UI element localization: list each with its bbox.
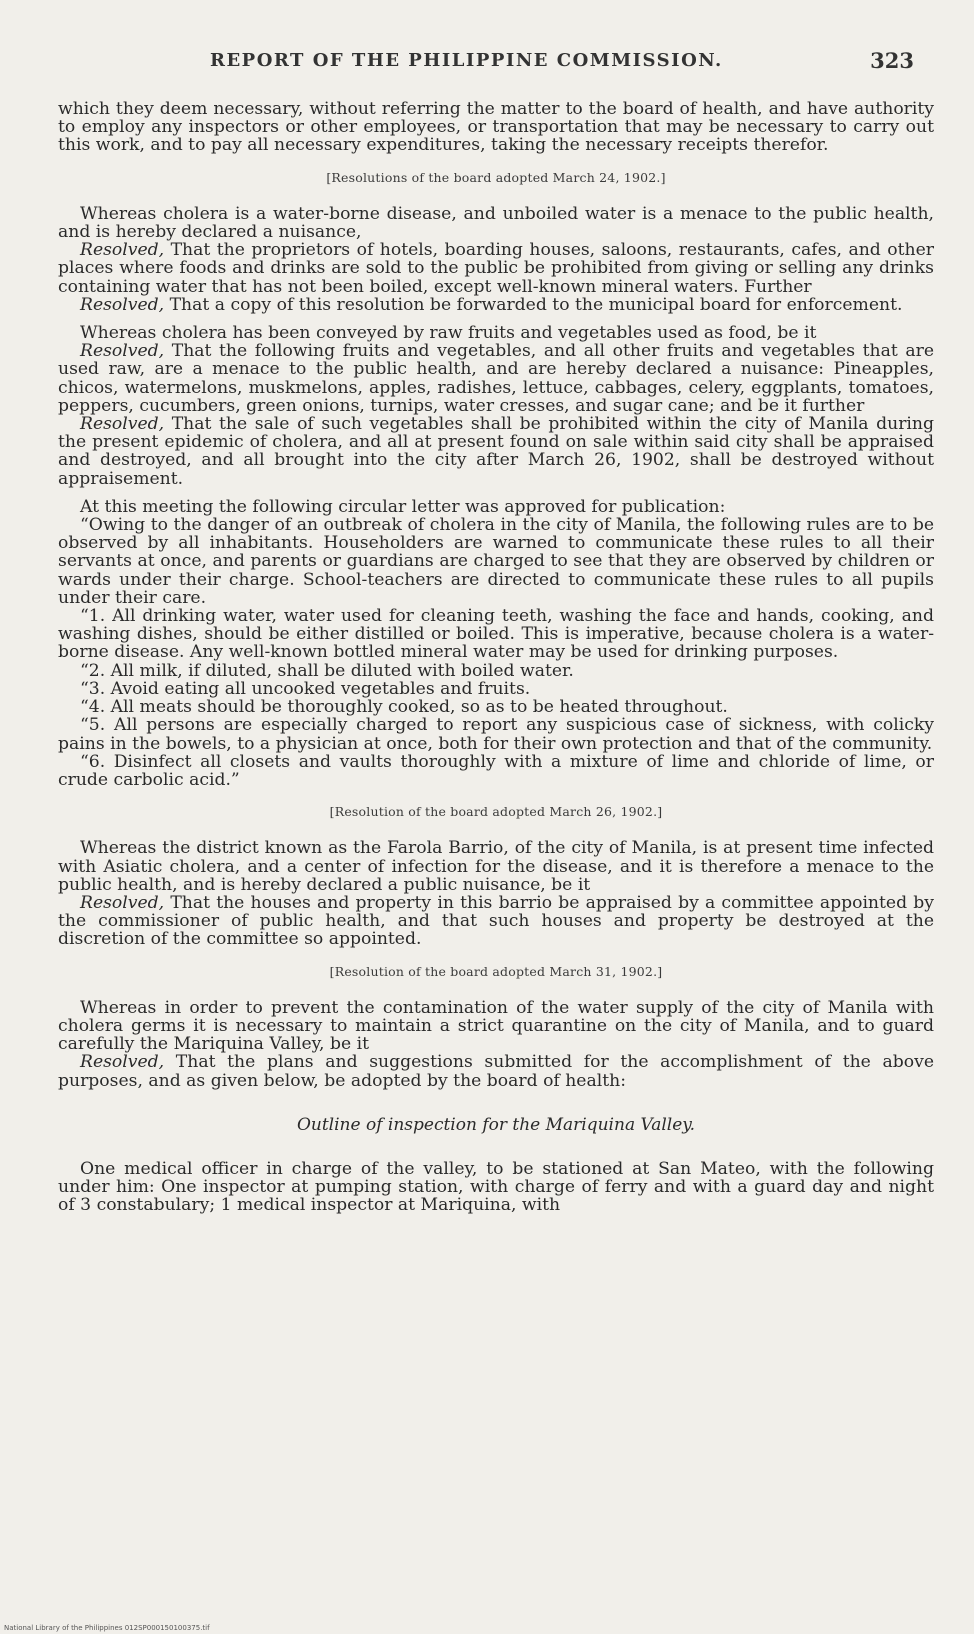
paragraph: “4. All meats should be thoroughly cooked, so as to be heated throughout. xyxy=(80,697,728,718)
resolved-lead: Resolved, xyxy=(80,240,165,261)
resolved-lead: Resolved, xyxy=(80,294,165,315)
paragraph: One medical officer in charge of the valley, to be stationed at San Mateo, with the following under him: One inspector at pumping station, with charge of ferry and with a guard day and night of 3 constabulary; 1 medical inspector at Mariquina, with xyxy=(58,1158,934,1216)
paragraph: Whereas cholera is a water-borne disease, and unboiled water is a menace to the public health, and is hereby declared a nuisance, xyxy=(58,203,934,243)
paragraph: “3. Avoid eating all uncooked vegetables and fruits. xyxy=(80,678,531,699)
paragraph: which they deem necessary, without referring the matter to the board of health, and have authority to employ any inspectors or other employees, or transportation that may be necessary to carry out this work, and to pay all necessary expenditures, taking the necessary receipts therefor. xyxy=(58,99,934,156)
resolved-lead: Resolved, xyxy=(80,892,165,913)
page-header xyxy=(60,50,914,80)
scan-footer: National Library of the Philippines 012SP000150100375.tif xyxy=(4,1624,210,1632)
paragraph: Whereas in order to prevent the contamination of the water supply of the city of Manila with cholera germs it is necessary to maintain a strict quarantine on the city of Manila, and to guard carefully the Mariquina Valley, be it xyxy=(58,997,934,1055)
resolution-heading: [Resolution of the board adopted March 31, 1902.] xyxy=(329,963,663,979)
paragraph: Resolved, That the houses and property in this barrio be appraised by a committee appointed by the commissioner of public health, and that such houses and property be destroyed at the discretion of the committee so appointed. xyxy=(58,892,934,950)
paragraph: At this meeting the following circular letter was approved for publication: xyxy=(80,496,726,517)
page-number: 323 xyxy=(870,48,914,73)
paragraph: Whereas the district known as the Farola Barrio, of the city of Manila, is at present time infected with Asiatic cholera, and a center of infection for the disease, and it is therefore a menace to the public health, and is hereby declared a public nuisance, be it xyxy=(58,838,934,895)
paragraph: “Owing to the danger of an outbreak of cholera in the city of Manila, the following rules are to be observed by all inhabitants. Householders are warned to communicate these rules to all their servants at once, and parents or guardians are charged to see that they are observed by children or wards under their charge. School-teachers are directed to communicate these rules to all pupils under their care. xyxy=(58,515,934,608)
section-heading: Outline of inspection for the Mariquina Valley. xyxy=(296,1114,696,1135)
paragraph: Whereas cholera has been conveyed by raw fruits and vegetables used as food, be it xyxy=(80,323,817,344)
paragraph: Resolved, That the following fruits and vegetables, and all other fruits and vegetables that are used raw, are a menace to the public health, and are hereby declared a nuisance: Pineapples, chicos, watermelons, muskmelons, apples, radishes, lettuce, cabbages, celery, eggplants, tomatoes, peppers, cucumbers, green onions, turnips, water cresses, and sugar cane; and be it further xyxy=(58,341,934,416)
paragraph: “6. Disinfect all closets and vaults thoroughly with a mixture of lime and chloride of lime, or crude carbolic acid.” xyxy=(58,751,934,790)
resolved-lead: Resolved, xyxy=(80,341,165,362)
resolved-lead: Resolved, xyxy=(80,414,165,435)
resolution-heading: [Resolution of the board adopted March 26, 1902.] xyxy=(329,804,663,820)
paragraph: “2. All milk, if diluted, shall be diluted with boiled water. xyxy=(80,660,574,681)
paragraph: “1. All drinking water, water used for cleaning teeth, washing the face and hands, cooking, and washing dishes, should be either distilled or boiled. This is imperative, because cholera is a water-borne disease. Any well-known bottled mineral water may be used for drinking purposes. xyxy=(58,606,934,663)
paragraph: Resolved, That the proprietors of hotels, boarding houses, saloons, restaurants, cafes, and other places where foods and drinks are sold to the public be prohibited from giving or selling any drinks containing water that has not been boiled, except well-known mineral waters. Further xyxy=(58,240,934,297)
paragraph: “5. All persons are especially charged to report any suspicious case of sickness, with colicky pains in the bowels, to a physician at once, both for their own protection and that of the community. xyxy=(58,715,934,754)
resolution-heading: [Resolutions of the board adopted March 24, 1902.] xyxy=(326,169,666,185)
paragraph: Resolved, That the sale of such vegetables shall be prohibited within the city of Manila during the present epidemic of cholera, and all at present found on sale within said city shall be appraised and destroyed, and all brought into the city after March 26, 1902, shall be destroyed without appraisement. xyxy=(58,414,934,489)
body-text xyxy=(58,100,934,1215)
resolved-lead: Resolved, xyxy=(80,1052,165,1073)
running-title: REPORT OF THE PHILIPPINE COMMISSION. xyxy=(210,50,723,71)
paragraph: Resolved, That the plans and suggestions submitted for the accomplishment of the above purposes, and as given below, be adopted by the board of health: xyxy=(58,1052,934,1091)
paragraph: Resolved, That a copy of this resolution be forwarded to the municipal board for enforcement. xyxy=(80,294,903,315)
